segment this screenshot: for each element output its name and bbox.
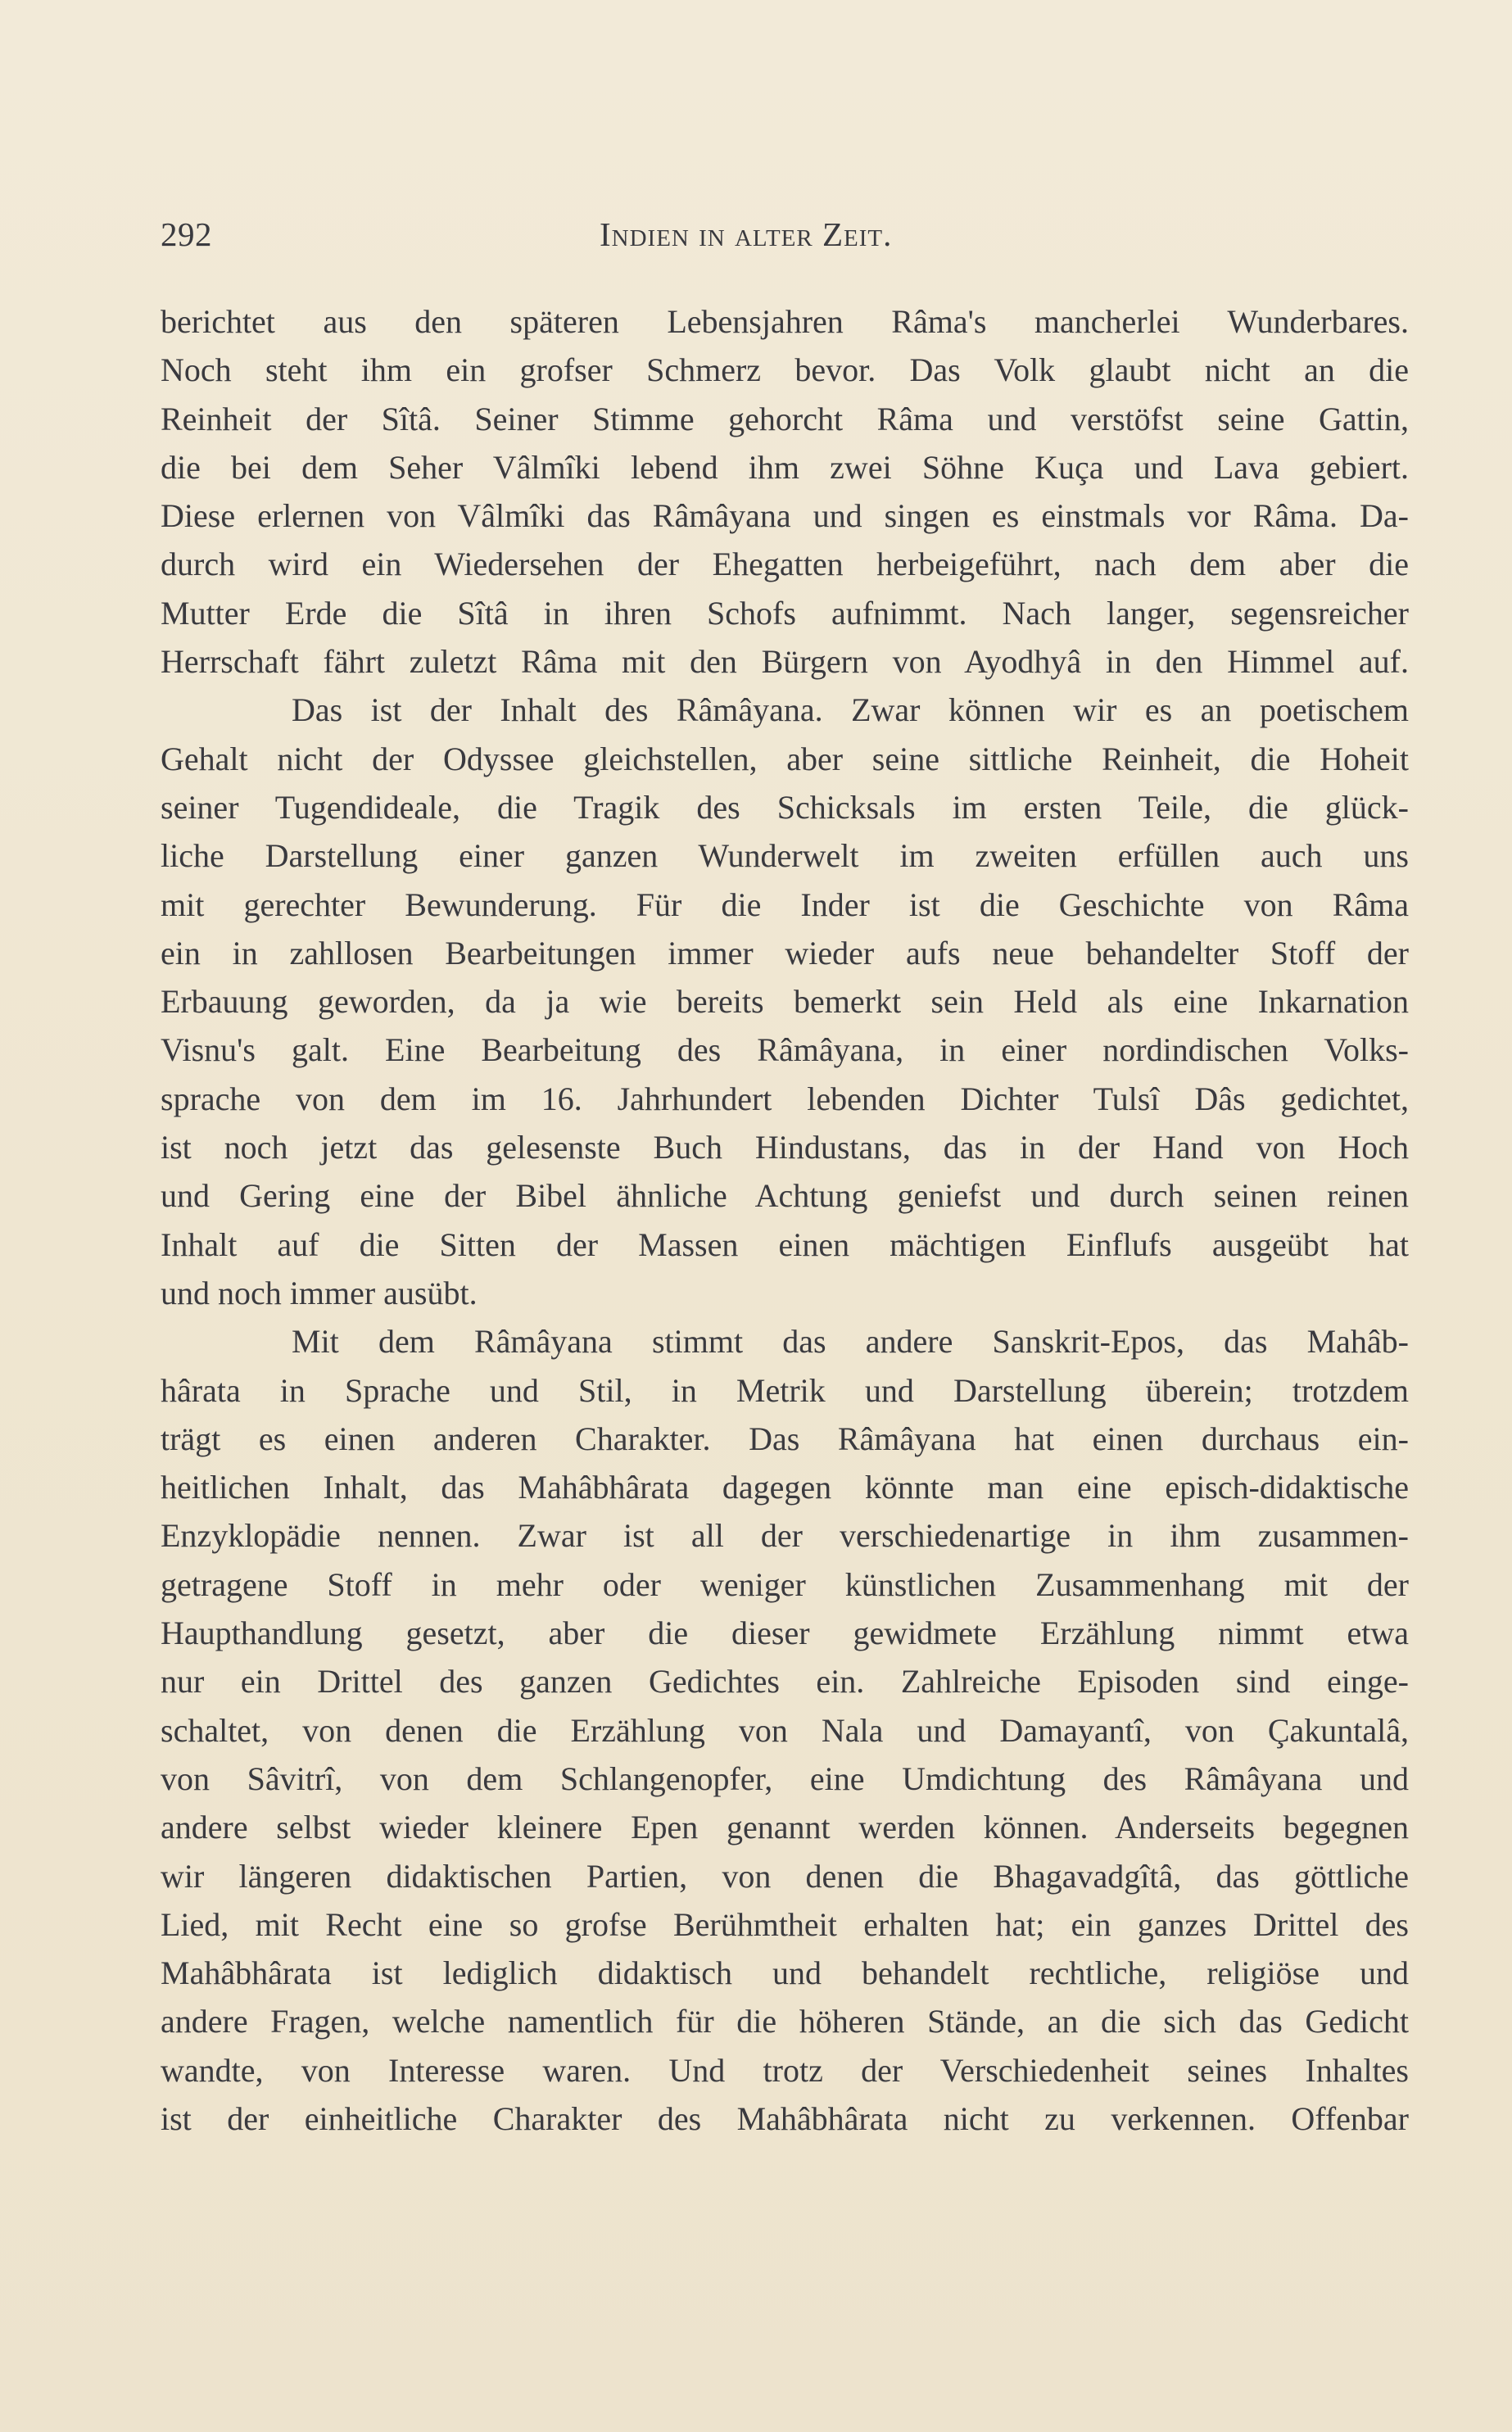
text-line: nur ein Drittel des ganzen Gedichtes ein. Zahlreiche Episoden sind einge- (161, 1663, 1409, 1701)
text-line: die bei dem Seher Vâlmîki lebend ihm zwei Söhne Kuça und Lava gebiert. (161, 448, 1409, 486)
text-line: seiner Tugendideale, die Tragik des Schicksals im ersten Teile, die glück- (161, 788, 1409, 826)
text-line: Noch steht ihm ein grofser Schmerz bevor. Das Volk glaubt nicht an die (161, 351, 1409, 389)
text-line: durch wird ein Wiedersehen der Ehegatten herbeigeführt, nach dem aber die (161, 546, 1409, 583)
text-line: und noch immer ausübt. (161, 1274, 478, 1311)
text-line: Visnu's galt. Eine Bearbeitung des Râmâyana, in einer nordindischen Volks- (161, 1031, 1409, 1069)
running-title: Indien in alter Zeit. (600, 215, 893, 253)
text-line: liche Darstellung einer ganzen Wunderwelt im zweiten erfüllen auch uns (161, 837, 1409, 875)
text-line: Lied, mit Recht eine so grofse Berühmtheit erhalten hat; ein ganzes Drittel des (161, 1905, 1409, 1943)
text-line: berichtet aus den späteren Lebensjahren Râma's mancherlei Wunderbares. (161, 303, 1409, 340)
text-line: Das ist der Inhalt des Râmâyana. Zwar können wir es an poetischem (292, 691, 1409, 729)
text-line: von Sâvitrî, von dem Schlangenopfer, eine Umdichtung des Râmâyana und (161, 1759, 1409, 1797)
text-line: Haupthandlung gesetzt, aber die dieser gewidmete Erzählung nimmt etwa (161, 1615, 1409, 1652)
text-line: mit gerechter Bewunderung. Für die Inder ist die Geschichte von Râma (161, 885, 1409, 923)
text-line: Gehalt nicht der Odyssee gleichstellen, aber seine sittliche Reinheit, die Hoheit (161, 740, 1409, 777)
text-line: ein in zahllosen Bearbeitungen immer wieder aufs neue behandelter Stoff der (161, 934, 1409, 971)
text-line: Mit dem Râmâyana stimmt das andere Sanskrit-Epos, das Mahâb- (292, 1323, 1409, 1361)
text-line: ist noch jetzt das gelesenste Buch Hindustans, das in der Hand von Hoch (161, 1129, 1409, 1166)
running-head (161, 215, 1433, 264)
text-line: Mutter Erde die Sîtâ in ihren Schofs aufnimmt. Nach langer, segensreicher (161, 594, 1409, 632)
text-line: Erbauung geworden, da ja wie bereits bemerkt sein Held als eine Inkarnation (161, 983, 1409, 1021)
text-line: Enzyklopädie nennen. Zwar ist all der verschiedenartige in ihm zusammen- (161, 1517, 1409, 1555)
page-number: 292 (161, 215, 212, 253)
text-line: getragene Stoff in mehr oder weniger künstlichen Zusammenhang mit der (161, 1565, 1409, 1603)
text-line: sprache von dem im 16. Jahrhundert lebenden Dichter Tulsî Dâs gedichtet, (161, 1080, 1409, 1117)
body-text (161, 297, 1409, 2143)
text-line: andere Fragen, welche namentlich für die höheren Stände, an die sich das Gedicht (161, 2003, 1409, 2040)
text-line: und Gering eine der Bibel ähnliche Achtung geniefst und durch seinen reinen (161, 1177, 1409, 1215)
text-line: Herrschaft fährt zuletzt Râma mit den Bürgern von Ayodhyâ in den Himmel auf. (161, 643, 1409, 681)
text-line: hârata in Sprache und Stil, in Metrik und Darstellung überein; trotzdem (161, 1371, 1409, 1409)
text-line: wir längeren didaktischen Partien, von denen die Bhagavadgîtâ, das göttliche (161, 1857, 1409, 1895)
text-line: Diese erlernen von Vâlmîki das Râmâyana und singen es einstmals vor Râma. Da- (161, 497, 1409, 535)
text-line: Reinheit der Sîtâ. Seiner Stimme gehorcht Râma und verstöfst seine Gattin, (161, 400, 1409, 437)
text-line: heitlichen Inhalt, das Mahâbhârata dagegen könnte man eine episch-didaktische (161, 1469, 1409, 1506)
text-line: schaltet, von denen die Erzählung von Nala und Damayantî, von Çakuntalâ, (161, 1711, 1409, 1749)
text-line: trägt es einen anderen Charakter. Das Râmâyana hat einen durchaus ein- (161, 1420, 1409, 1457)
text-line: ist der einheitliche Charakter des Mahâbhârata nicht zu verkennen. Offenbar (161, 2099, 1409, 2137)
text-line: Inhalt auf die Sitten der Massen einen mächtigen Einflufs ausgeübt hat (161, 1225, 1409, 1263)
text-line: andere selbst wieder kleinere Epen genannt werden können. Anderseits begegnen (161, 1809, 1409, 1846)
text-line: Mahâbhârata ist lediglich didaktisch und behandelt rechtliche, religiöse und (161, 1954, 1409, 1992)
text-line: wandte, von Interesse waren. Und trotz der Verschiedenheit seines Inhaltes (161, 2051, 1409, 2089)
